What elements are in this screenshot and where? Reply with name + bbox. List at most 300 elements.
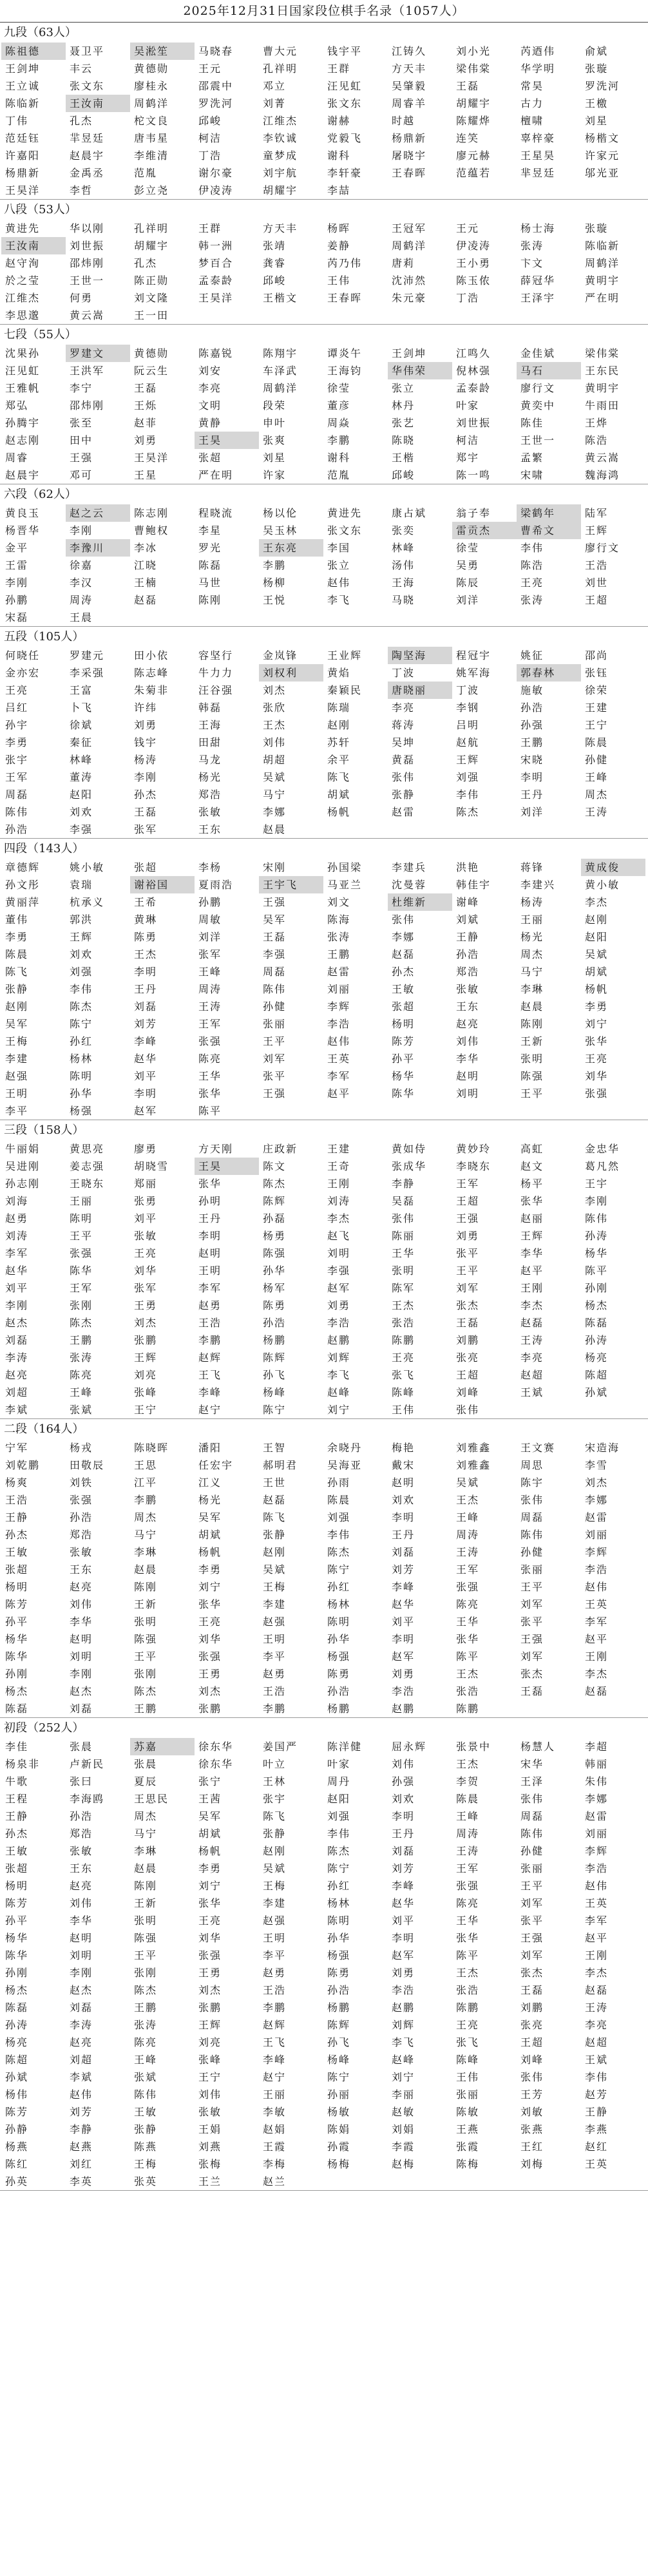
player-name: 黄小敏 [585, 879, 620, 891]
name-grid [0, 647, 648, 838]
player-name: 张文东 [327, 97, 363, 110]
player-name: 金岚锋 [263, 649, 298, 662]
player-name: 陈临新 [585, 240, 620, 252]
player-name: 赵鹏 [392, 2001, 415, 2014]
player-name: 李明 [392, 1932, 415, 1944]
player-name: 刘明 [70, 1650, 93, 1663]
player-name: 赵华 [392, 1897, 415, 1909]
player-name: 刘亮 [198, 2036, 222, 2048]
player-name: 王希 [134, 896, 158, 908]
player-name: 杨杰 [5, 1984, 29, 1996]
player-name: 李燕 [585, 2123, 609, 2135]
player-name: 刘安 [198, 365, 222, 377]
player-name: 李建 [263, 1598, 287, 1610]
player-name: 王星昊 [520, 149, 556, 162]
player-name: 田中 [70, 434, 93, 446]
player-name: 王静 [585, 2106, 609, 2118]
player-name: 王烁 [134, 399, 158, 412]
player-name: 刘鹏 [520, 2001, 544, 2014]
player-name: 王磊 [520, 1984, 544, 1996]
player-name: 金忠华 [585, 1143, 620, 1155]
player-name: 陈勇 [134, 931, 158, 943]
player-name: 刘超 [70, 2054, 93, 2066]
player-name: 金佳斌 [520, 347, 556, 359]
player-name: 李杰 [585, 1967, 609, 1979]
player-name: 许嘉阳 [5, 149, 41, 162]
player-name: 赵磊 [585, 1685, 609, 1697]
rank-section [0, 200, 648, 325]
player-name: 吴玉林 [263, 524, 298, 537]
player-name: 李杰 [520, 1299, 544, 1312]
player-name: 赵磊 [585, 1984, 609, 1996]
section-heading: 八段（53人） [4, 203, 77, 216]
player-name: 李军 [198, 1282, 222, 1294]
player-name: 赵平 [520, 1264, 544, 1277]
player-name: 陈芳 [5, 1897, 29, 1909]
player-name: 陈强 [134, 1932, 158, 1944]
player-name: 张伟 [392, 1212, 415, 1225]
player-name: 龚睿 [263, 257, 287, 269]
player-name: 杨涛 [134, 754, 158, 766]
player-name: 张伟 [520, 2071, 544, 2083]
player-name: 张强 [456, 1880, 480, 1892]
player-name: 孙涛 [585, 1230, 609, 1242]
player-name: 张立 [327, 559, 351, 571]
player-name: 袁瑞 [70, 879, 93, 891]
player-name: 赵超 [585, 2036, 609, 2048]
player-name: 吴海亚 [327, 1459, 363, 1471]
player-name: 张涛 [520, 240, 544, 252]
player-name: 张璇 [585, 62, 609, 75]
player-name: 赵强 [263, 1914, 287, 1927]
player-name: 李浩 [585, 1862, 609, 1875]
player-name: 杨泉非 [5, 1758, 41, 1770]
player-name: 王丽 [263, 2088, 287, 2101]
player-name: 张鹏 [198, 1703, 222, 1715]
player-name: 姚小敏 [70, 861, 105, 873]
player-name: 王建 [327, 1143, 351, 1155]
player-name: 张晨 [70, 1741, 93, 1753]
player-name: 王富 [70, 684, 93, 696]
player-name: 周涛 [198, 983, 222, 995]
player-name: 郭洪 [70, 913, 93, 926]
player-name: 李勇 [5, 931, 29, 943]
player-name: 罗洗河 [198, 97, 234, 110]
player-name: 苏轩 [327, 736, 351, 749]
player-name: 李静 [70, 2123, 93, 2135]
player-name: 邵炜刚 [70, 399, 105, 412]
section-heading: 初段（252人） [4, 1721, 84, 1735]
rank-section [0, 1120, 648, 1419]
player-name: 周杰 [134, 1511, 158, 1523]
player-name: 李明 [134, 1087, 158, 1100]
player-name: 杨强 [327, 1650, 351, 1663]
player-name: 陈军 [392, 1282, 415, 1294]
player-name: 刘军 [520, 1650, 544, 1663]
player-name: 金平 [5, 542, 29, 554]
player-name: 周杰 [520, 948, 544, 960]
player-name: 杨楷文 [585, 132, 620, 144]
player-name: 刘丽 [327, 983, 351, 995]
player-name: 王世 [263, 1476, 287, 1489]
player-name: 张钰 [585, 667, 609, 679]
player-name: 王英 [585, 1897, 609, 1909]
player-name: 张超 [198, 452, 222, 464]
player-name: 刘平 [392, 1616, 415, 1628]
player-name: 梁伟棠 [456, 62, 491, 75]
player-name: 张涛 [520, 594, 544, 606]
player-name: 范胤 [327, 469, 351, 481]
player-name: 华学明 [520, 62, 556, 75]
player-name: 赵晨宇 [5, 469, 41, 481]
player-name: 陈磊 [5, 2001, 29, 2014]
player-name: 李华 [70, 1616, 93, 1628]
player-name: 廖桂永 [134, 80, 169, 92]
player-name: 李思邈 [5, 309, 41, 321]
player-name: 张成华 [392, 1160, 427, 1172]
player-name: 王丹 [392, 1827, 415, 1840]
player-name: 徐莹 [327, 382, 351, 394]
player-name: 周睿 [5, 452, 29, 464]
player-name: 陈宇 [520, 1476, 544, 1489]
player-name: 陈刚 [134, 1581, 158, 1593]
player-name: 韩磊 [198, 701, 222, 714]
name-grid [0, 859, 648, 1120]
player-name: 张亮 [520, 2019, 544, 2031]
rank-section [0, 627, 648, 839]
player-name: 王鹏 [134, 2001, 158, 2014]
player-name: 余晓丹 [327, 1442, 363, 1454]
player-name: 赵兰 [263, 2175, 287, 2188]
player-name: 邱峻 [263, 274, 287, 287]
player-name: 张明 [392, 1264, 415, 1277]
player-name: 王强 [520, 1633, 544, 1645]
player-name: 孙浩 [70, 1511, 93, 1523]
player-name: 陈耀烨 [456, 115, 491, 127]
name-grid [0, 1738, 648, 2190]
player-name: 李明 [134, 966, 158, 978]
player-name: 魏海鸿 [585, 469, 620, 481]
player-name: 孙浩 [456, 948, 480, 960]
player-name: 刘欢 [392, 1494, 415, 1506]
player-name: 邓可 [70, 469, 93, 481]
player-name: 张军 [198, 948, 222, 960]
player-name: 赵亮 [456, 1018, 480, 1030]
player-name: 张文东 [70, 80, 105, 92]
player-name: 周睿羊 [392, 97, 427, 110]
player-name: 李涛 [5, 1351, 29, 1364]
player-name: 郑丽 [134, 1178, 158, 1190]
player-name: 黄焰 [327, 667, 351, 679]
player-name: 吴军 [5, 1018, 29, 1030]
player-name: 王静 [456, 931, 480, 943]
player-name: 刘文 [327, 896, 351, 908]
player-name: 屠晓宇 [392, 149, 427, 162]
player-name: 刘洋 [198, 931, 222, 943]
player-name: 黄进先 [5, 222, 41, 234]
player-name: 陈浩 [520, 559, 544, 571]
player-name: 赵鹏 [327, 1334, 351, 1346]
player-name: 马晓 [392, 594, 415, 606]
player-name: 刘强 [327, 1810, 351, 1822]
player-name: 韩丽 [585, 1758, 609, 1770]
player-name: 赵勇 [263, 1668, 287, 1680]
player-name: 张涛 [70, 1351, 93, 1364]
player-name: 王敏 [392, 983, 415, 995]
name-grid [0, 220, 648, 324]
player-name: 李鹏 [263, 559, 287, 571]
player-name: 孙斌 [5, 2071, 29, 2083]
player-name: 李维清 [134, 149, 169, 162]
player-name: 赵刚 [327, 719, 351, 731]
player-name: 王宁 [134, 1404, 158, 1416]
player-name: 王军 [456, 1862, 480, 1875]
player-name: 王静 [5, 1810, 29, 1822]
player-name: 赵平 [585, 1932, 609, 1944]
player-name: 张艺 [392, 417, 415, 429]
player-name: 刘杰 [585, 1476, 609, 1489]
player-name: 张丽 [263, 1018, 287, 1030]
player-name: 姚军海 [456, 667, 491, 679]
player-name: 孙霞 [327, 2141, 351, 2153]
player-name: 王楷文 [263, 292, 298, 304]
player-name: 康占斌 [392, 507, 427, 519]
name-grid [0, 504, 648, 626]
player-name: 陈玉侬 [456, 274, 491, 287]
name-grid [0, 345, 648, 484]
player-name: 孙刚 [5, 1668, 29, 1680]
player-name: 李飞 [392, 2036, 415, 2048]
player-name: 唐韦星 [134, 132, 169, 144]
player-name: 张强 [456, 1581, 480, 1593]
player-name: 李军 [585, 1914, 609, 1927]
player-name: 王平 [520, 1087, 544, 1100]
player-name: 王程 [5, 1793, 29, 1805]
player-name: 徐荣 [585, 684, 609, 696]
rank-section [0, 484, 648, 627]
player-name: 吴磊 [392, 1195, 415, 1207]
player-name: 江铸久 [392, 45, 427, 57]
player-name: 芈昱廷 [520, 167, 556, 179]
player-name: 徐东华 [198, 1741, 234, 1753]
player-name: 柯洁 [456, 434, 480, 446]
player-name: 钱宇平 [327, 45, 363, 57]
player-name: 郭春林 [517, 664, 581, 682]
player-name: 王燕 [456, 2123, 480, 2135]
player-name: 赵军 [327, 1282, 351, 1294]
player-name: 王超 [456, 1195, 480, 1207]
player-name: 王悦 [263, 594, 287, 606]
player-name: 张杰 [520, 1967, 544, 1979]
player-name: 张丽 [456, 2088, 480, 2101]
player-name: 叶家 [456, 399, 480, 412]
player-name: 张浩 [456, 1984, 480, 1996]
player-name: 赵文 [520, 1160, 544, 1172]
player-name: 王平 [263, 1035, 287, 1047]
player-name: 王磊 [263, 931, 287, 943]
player-name: 刘辉 [392, 2019, 415, 2031]
player-name: 党毅飞 [327, 132, 363, 144]
player-name: 刘宇航 [263, 167, 298, 179]
player-name: 刘权利 [259, 664, 323, 682]
player-name: 王梅 [263, 1581, 287, 1593]
player-name: 胡晓雪 [134, 1160, 169, 1172]
player-name: 陈鹏 [392, 1334, 415, 1346]
player-name: 杨华 [585, 1247, 609, 1259]
player-name: 李飞 [327, 594, 351, 606]
section-heading: 七段（55人） [4, 328, 77, 341]
player-name: 王涛 [198, 1000, 222, 1013]
player-name: 孙浩 [5, 823, 29, 835]
player-name: 韩佳宇 [456, 879, 491, 891]
player-name: 孙杰 [392, 966, 415, 978]
player-name: 张强 [198, 1035, 222, 1047]
player-name: 文明 [198, 399, 222, 412]
player-name: 郑浩 [198, 788, 222, 801]
player-name: 陈浩 [585, 434, 609, 446]
player-name: 张明 [134, 1914, 158, 1927]
player-name: 刘平 [5, 1282, 29, 1294]
player-name: 陈超 [585, 1369, 609, 1381]
rank-section [0, 325, 648, 484]
player-name: 王宇 [585, 1178, 609, 1190]
player-name: 王亮 [585, 1053, 609, 1065]
player-name: 陈杰 [327, 1546, 351, 1558]
player-name: 孙平 [5, 1914, 29, 1927]
player-name: 黄德勋 [134, 62, 169, 75]
player-name: 孙红 [327, 1880, 351, 1892]
player-name: 李辉 [585, 1845, 609, 1857]
player-name: 王磊 [520, 1685, 544, 1697]
player-name: 杨平 [520, 1178, 544, 1190]
player-name: 郝明君 [263, 1459, 298, 1471]
player-name: 陈翔宇 [263, 347, 298, 359]
player-name: 陈杰 [327, 1845, 351, 1857]
player-name: 赵敏 [392, 2106, 415, 2118]
player-name: 赵勇 [5, 1212, 29, 1225]
player-name: 杨伟 [5, 2088, 29, 2101]
player-name: 罗光 [198, 542, 222, 554]
player-name: 李喆 [327, 184, 351, 196]
player-name: 赵飞 [327, 1230, 351, 1242]
player-name: 王晨 [70, 611, 93, 624]
player-name: 张静 [263, 1529, 287, 1541]
player-name: 洪艳 [456, 861, 480, 873]
player-name: 刘杰 [198, 1984, 222, 1996]
player-name: 蒋锋 [520, 861, 544, 873]
player-name: 江义 [198, 1476, 222, 1489]
section-heading: 五段（105人） [4, 630, 84, 644]
name-grid [0, 1140, 648, 1418]
player-name: 雷贡杰 [452, 522, 517, 539]
player-name: 赵晨宇 [70, 149, 105, 162]
player-name: 马世 [198, 577, 222, 589]
player-name: 王超 [585, 594, 609, 606]
player-name: 刘欢 [392, 1793, 415, 1805]
player-name: 王鹏 [70, 1334, 93, 1346]
player-name: 赵军 [392, 1949, 415, 1961]
player-name: 陈超 [5, 2054, 29, 2066]
player-name: 杨鼎新 [392, 132, 427, 144]
player-name: 孙涛 [5, 2019, 29, 2031]
player-name: 孙浩 [70, 1810, 93, 1822]
player-name: 赵亮 [70, 1581, 93, 1593]
player-name: 刘梅 [520, 2158, 544, 2170]
player-name: 赵杰 [70, 1984, 93, 1996]
player-name: 孙涛 [585, 1334, 609, 1346]
player-name: 王峰 [456, 1810, 480, 1822]
player-name: 刘世振 [70, 240, 105, 252]
rank-section [0, 23, 648, 200]
player-name: 李英 [70, 2175, 93, 2188]
player-name: 刘星 [585, 115, 609, 127]
player-name: 王亮 [456, 2019, 480, 2031]
player-name: 王汝南 [66, 95, 130, 112]
player-name: 陈一鸣 [456, 469, 491, 481]
player-name: 秦颖民 [327, 684, 363, 696]
player-name: 杨亮 [5, 2036, 29, 2048]
player-name: 郑浩 [70, 1529, 93, 1541]
player-name: 陈杰 [70, 1317, 93, 1329]
player-name: 王强 [70, 452, 93, 464]
player-name: 宋刚 [263, 861, 287, 873]
player-name: 李鹏 [134, 1494, 158, 1506]
player-name: 王昊洋 [5, 184, 41, 196]
player-name: 王红 [520, 2141, 544, 2153]
player-name: 王烨 [585, 417, 609, 429]
player-name: 孙健 [585, 754, 609, 766]
player-name: 刘峰 [520, 2054, 544, 2066]
player-name: 赵丽 [520, 1212, 544, 1225]
player-name: 王军 [456, 1178, 480, 1190]
player-name: 刘丽 [585, 1529, 609, 1541]
player-name: 阮云生 [134, 365, 169, 377]
player-name: 王宁 [198, 2071, 222, 2083]
player-name: 孙平 [5, 1616, 29, 1628]
player-name: 王奇 [327, 1160, 351, 1172]
player-name: 陈晓晖 [134, 1442, 169, 1454]
player-name: 杨明 [392, 1018, 415, 1030]
player-name: 李琳 [134, 1546, 158, 1558]
player-name: 王浩 [5, 1494, 29, 1506]
player-name: 张强 [585, 1087, 609, 1100]
player-name: 李钢 [456, 701, 480, 714]
player-name: 王飞 [198, 1369, 222, 1381]
player-name: 夏雨浩 [198, 879, 234, 891]
player-name: 周磊 [520, 1511, 544, 1523]
player-name: 王辉 [198, 2019, 222, 2031]
player-name: 刘洋 [520, 806, 544, 818]
player-name: 李超 [585, 1741, 609, 1753]
player-name: 杨帆 [327, 806, 351, 818]
player-name: 邵炜刚 [70, 257, 105, 269]
player-name: 黄如侍 [392, 1143, 427, 1155]
player-name: 周磊 [520, 1810, 544, 1822]
player-name: 赵志刚 [5, 434, 41, 446]
player-name: 陈刚 [134, 1880, 158, 1892]
player-name: 黄云嵩 [585, 452, 620, 464]
player-name: 王辉 [585, 524, 609, 537]
player-name: 王华 [456, 1616, 480, 1628]
player-name: 王泽宇 [520, 292, 556, 304]
player-name: 林峰 [392, 542, 415, 554]
player-name: 陈刚 [520, 1018, 544, 1030]
player-name: 陈敏 [456, 2106, 480, 2118]
player-name: 刘红 [70, 2158, 93, 2170]
player-name: 张超 [392, 1000, 415, 1013]
player-name: 孙鹏 [5, 594, 29, 606]
player-name: 刘勇 [392, 1967, 415, 1979]
